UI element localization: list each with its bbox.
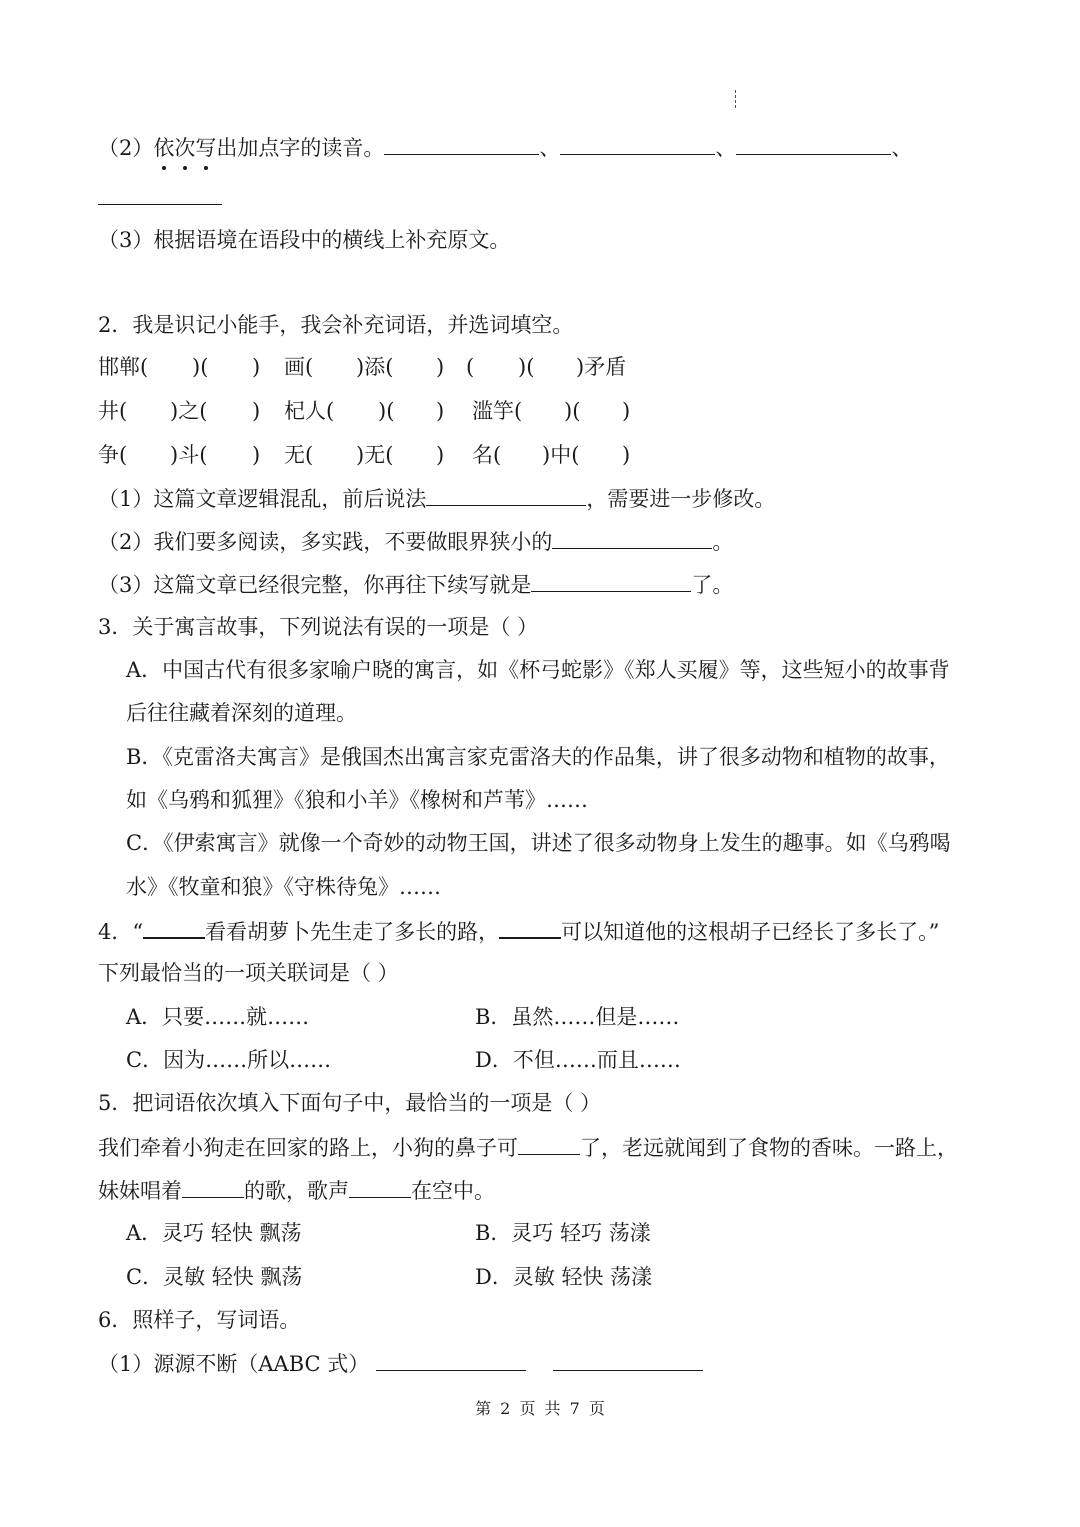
q4-stem: 4．“ 看看胡萝卜先生走了多长的路， 可以知道他的这根胡子已经长了多长了。” bbox=[98, 915, 939, 947]
q5-option-a[interactable]: A．灵巧 轻快 飘荡 bbox=[126, 1221, 302, 1245]
q1-part3: （3）根据语境在语段中的横线上补充原文。 bbox=[98, 228, 511, 252]
q5-title: 5．把词语依次填入下面句子中，最恰当的一项是（ ） bbox=[98, 1091, 602, 1115]
answer-blank[interactable] bbox=[499, 915, 561, 939]
answer-blank[interactable] bbox=[560, 132, 715, 155]
q5-option-d[interactable]: D．灵敏 轻快 荡漾 bbox=[475, 1265, 653, 1289]
crop-mark bbox=[735, 90, 736, 108]
q5-sentence-2: 妹妹唱着 的歌，歌声 在空中。 bbox=[98, 1175, 495, 1206]
answer-blank[interactable] bbox=[531, 569, 691, 592]
q2-sentence-2: （2）我们要多阅读，多实践，不要做眼界狭小的 。 bbox=[98, 526, 733, 557]
dotted-char: 次 bbox=[174, 133, 195, 163]
answer-blank[interactable] bbox=[349, 1175, 411, 1198]
q5-sentence-1: 我们牵着小狗走在回家的路上，小狗的鼻子可 了，老远就闻到了食物的香味。一路上， bbox=[98, 1132, 958, 1163]
answer-blank[interactable] bbox=[182, 1175, 244, 1198]
q2-sentence-3: （3）这篇文章已经很完整，你再往下续写就是 了。 bbox=[98, 569, 733, 600]
dotted-char: 依 bbox=[153, 133, 174, 163]
answer-blank[interactable] bbox=[426, 483, 586, 506]
answer-blank[interactable] bbox=[98, 204, 222, 205]
q4-prompt: 下列最恰当的一项关联词是（ ） bbox=[98, 961, 399, 985]
q4-option-a[interactable]: A．只要……就…… bbox=[126, 1005, 310, 1029]
q4-option-d[interactable]: D．不但……而且…… bbox=[475, 1048, 681, 1072]
q2-title: 2．我是识记小能手，我会补充词语，并选词填空。 bbox=[98, 313, 574, 337]
answer-blank[interactable] bbox=[518, 1132, 580, 1155]
q4-option-b[interactable]: B．虽然……但是…… bbox=[475, 1005, 680, 1029]
q5-option-b[interactable]: B．灵巧 轻巧 荡漾 bbox=[475, 1221, 651, 1245]
q3-option-a[interactable]: A．中国古代有很多家喻户晓的寓言，如《杯弓蛇影》《郑人买履》等，这些短小的故事背 bbox=[126, 658, 950, 682]
q3-option-c[interactable]: C．《伊索寓言》就像一个奇妙的动物王国，讲述了很多动物身上发生的趣事。如《乌鸦喝 bbox=[126, 831, 951, 855]
q3-option-b[interactable]: B．《克雷洛夫寓言》是俄国杰出寓言家克雷洛夫的作品集，讲了很多动物和植物的故事， bbox=[126, 745, 950, 769]
q2-sentence-1: （1）这篇文章逻辑混乱，前后说法 ，需要进一步修改。 bbox=[98, 483, 775, 514]
dotted-char: 写 bbox=[195, 133, 216, 163]
answer-blank[interactable] bbox=[143, 915, 205, 939]
answer-blank[interactable] bbox=[736, 132, 891, 155]
q3-option-a-cont: 后往往藏着深刻的道理。 bbox=[126, 701, 357, 725]
q3-option-c-cont: 水》《牧童和狼》《守株待兔》…… bbox=[126, 875, 441, 899]
q5-option-c[interactable]: C．灵敏 轻快 飘荡 bbox=[126, 1265, 303, 1289]
page-footer: 第 2 页 共 7 页 bbox=[475, 1399, 605, 1418]
q6-title: 6．照样子，写词语。 bbox=[98, 1308, 301, 1332]
q3-title: 3．关于寓言故事，下列说法有误的一项是（ ） bbox=[98, 615, 539, 639]
answer-blank[interactable] bbox=[376, 1348, 526, 1371]
q3-option-b-cont: 如《乌鸦和狐狸》《狼和小羊》《橡树和芦苇》…… bbox=[126, 788, 588, 812]
answer-blank[interactable] bbox=[553, 1348, 703, 1371]
q1-part2: （2）依次写出加点字的读音。 、 、 、 bbox=[98, 132, 912, 163]
q6-sentence-1: （1）源源不断（AABC 式） bbox=[98, 1348, 703, 1379]
q4-option-c[interactable]: C．因为……所以…… bbox=[126, 1048, 332, 1072]
answer-blank[interactable] bbox=[384, 132, 539, 155]
answer-blank[interactable] bbox=[552, 526, 712, 549]
